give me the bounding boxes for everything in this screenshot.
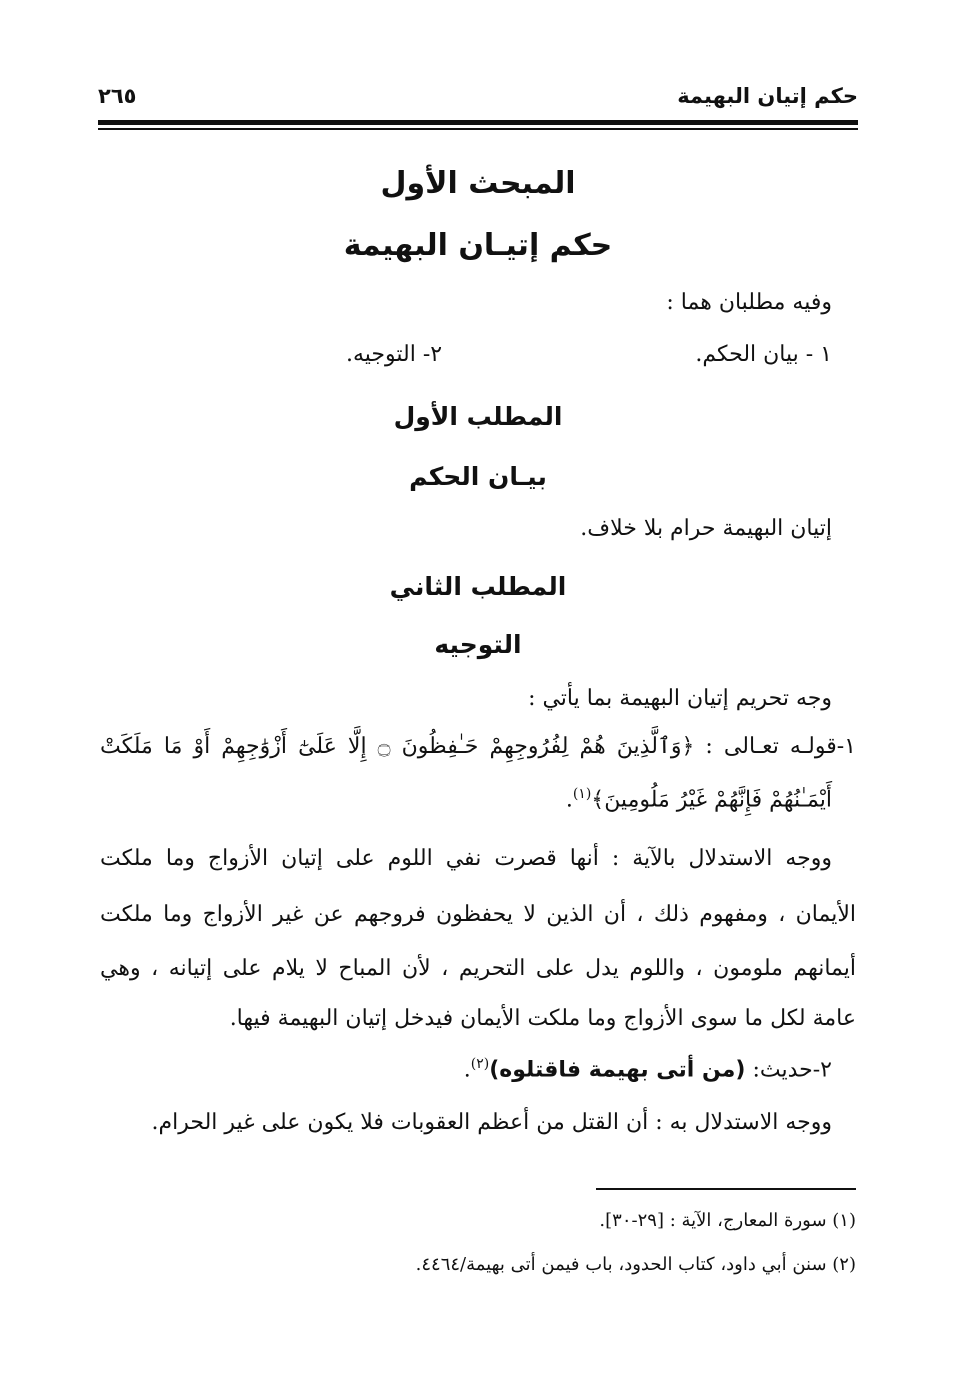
- matlab1-title: المطلب الأول: [393, 402, 563, 431]
- footnote-ref-1: (١): [572, 786, 592, 802]
- footnote-2: (٢) سنن أبي داود، كتاب الحدود، باب فيمن أتى بهيمة/٤٤٦٤.: [415, 1254, 856, 1275]
- evidence2-end: .: [463, 1057, 471, 1083]
- matlab2-title: المطلب الثاني: [389, 572, 567, 601]
- section-subtitle: حكم إتيـان البهيمة: [343, 228, 613, 263]
- intro-item-1: ١ - بيان الحكم.: [695, 342, 832, 367]
- reasoning1-line4: عامة لكل ما سوى الأزواج وما ملكت الأيمان فيدخل إتيان البهيمة فيها.: [229, 1006, 856, 1031]
- header-rule-thin: [98, 128, 858, 130]
- reasoning1-line2: الأيمان ، ومفهوم ذلك ، أن الذين لا يحفظون فروجهم عن غير الأزواج وما ملكت: [100, 902, 856, 927]
- running-header: [98, 84, 858, 118]
- evidence2-line: [464, 1056, 832, 1082]
- reasoning1-line1: ووجه الاستدلال بالآية : أنها قصرت نفي اللوم على إتيان الأزواج وما ملكت: [100, 846, 832, 871]
- evidence1-lead: ١-قولـه تعـالى :: [705, 734, 856, 759]
- evidence2-hadith: (من أتى بهيمة فاقتلوه): [489, 1057, 746, 1083]
- evidence2-lead: ٢-حديث:: [752, 1057, 832, 1083]
- evidence1-line1: [100, 734, 856, 759]
- running-title: حكم إتيان البهيمة: [677, 84, 858, 108]
- evidence1-verse-line1: ﴿وَٱلَّذِينَ هُمْ لِفُرُوجِهِمْ حَـٰفِظُونَ ۝ إِلَّا عَلَىٰٓ أَزْوَٰجِهِمْ أَوْ مَا مَلَكَتْ: [100, 734, 695, 759]
- evidence1-line2: [566, 786, 832, 812]
- matlab2-intro: وجه تحريم إتيان البهيمة بما يأتي :: [528, 686, 832, 711]
- intro-item-2: ٢- التوجيه.: [346, 342, 443, 367]
- matlab1-text: إتيان البهيمة حرام بلا خلاف.: [580, 516, 832, 541]
- page-number: ٢٦٥: [98, 84, 137, 108]
- evidence1-end: .: [565, 787, 573, 813]
- footnote-ref-2: (٢): [470, 1056, 490, 1072]
- section-title: المبحث الأول: [380, 166, 576, 201]
- matlab2-subtitle: التوجيه: [434, 630, 522, 659]
- footnote-1: (١) سورة المعارج، الآية : [٢٩-٣٠].: [599, 1210, 856, 1231]
- reasoning1-line3: أيمانهم ملومون ، واللوم يدل على التحريم ، لأن المباح لا يلام على إتيانه ، وهي: [100, 956, 856, 981]
- reasoning2: ووجه الاستدلال به : أن القتل من أعظم العقوبات فلا يكون على غير الحرام.: [151, 1110, 832, 1135]
- matlab1-subtitle: بيـان الحكم: [409, 462, 547, 491]
- intro-text: وفيه مطلبان هما :: [666, 290, 832, 315]
- evidence1-verse-line2: أَيْمَـٰنُهُمْ فَإِنَّهُمْ غَيْرُ مَلُومِينَ﴾: [591, 787, 832, 813]
- header-rule-thick: [98, 120, 858, 125]
- footnote-rule: [596, 1188, 856, 1190]
